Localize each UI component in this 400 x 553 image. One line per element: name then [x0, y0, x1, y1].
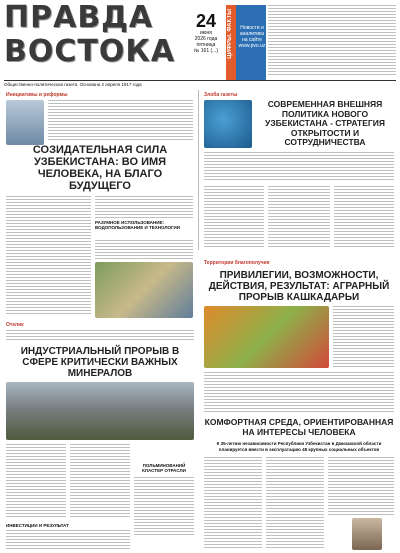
privileges-body: [204, 372, 394, 414]
foreign-body-2: [268, 186, 330, 248]
section-response: Отклик: [6, 322, 24, 328]
masthead: [4, 0, 182, 73]
newspaper-subtitle: Общественно-политическая газета. Основана 2 апреля 1917 года: [4, 82, 142, 87]
author-photo: [352, 518, 382, 550]
section-news: Злоба газеты: [204, 92, 238, 98]
cluster-heading: ПОЛЬМИНОВАНИЙ КЛАСТЕР ОТРАСЛИ: [142, 463, 186, 473]
comfort-subtitle: К 35-летию независимости Республики Узбекистан в Джизакской области планируется ввести в эксплуатацию 48 крупных социальных объектов: [216, 441, 382, 452]
investments-heading: ИНВЕСТИЦИИ И РЕЗУЛЬТАТ: [6, 523, 69, 528]
issue-date: [186, 12, 226, 54]
comfort-body-1: [204, 457, 262, 549]
sidebox-heading: РАЗУМНОЕ ИСПОЛЬЗОВАНИЕ: ВОДОПОЛЬЗОВАНИЕ И ТЕХНОЛОГИИ: [95, 220, 181, 230]
industrial-body-1: [6, 444, 66, 519]
landscape-photo: [95, 262, 193, 318]
issue-year: 2026 года: [194, 36, 218, 42]
portrait-photo: [6, 100, 44, 145]
issue-day: 24: [195, 11, 217, 31]
sidebox-text: [95, 240, 193, 260]
flag-photo: [204, 100, 252, 148]
masthead-line-2: ВОСТОКА: [4, 34, 176, 69]
issue-weekday: пятница: [196, 42, 216, 48]
investments-body: [6, 530, 130, 550]
column-divider: [198, 90, 200, 250]
promo-box[interactable]: [226, 5, 266, 80]
masthead-line-1: ПРАВДА: [4, 0, 154, 35]
section-territories: Территории благополучия: [204, 260, 270, 266]
headline-foreign-policy[interactable]: СОВРЕМЕННАЯ ВНЕШНЯЯ ПОЛИТИКА НОВОГО УЗБЕКИСТАНА - СТРАТЕГИЯ ОТКРЫТОСТИ И СОТРУДНИЧЕСТВА: [265, 99, 385, 147]
intro-text: [48, 100, 193, 142]
promo-text: Новости и аналитика на сайте www.pvo.uz: [238, 25, 266, 49]
comfort-body-2: [266, 457, 324, 549]
creative-body-right: [95, 196, 193, 218]
issue-month: июня: [199, 30, 212, 36]
foreign-body-3: [334, 186, 394, 248]
facts-block: [268, 5, 396, 75]
industrial-body-2: [70, 444, 130, 519]
headline-creative-force[interactable]: СОЗИДАТЕЛЬНАЯ СИЛА УЗБЕКИСТАНА: ВО ИМЯ ЧЕЛОВЕКА, НА БЛАГО БУДУЩЕГО: [32, 144, 168, 192]
issue-number: № 161 (...): [194, 48, 218, 54]
section-initiatives: Инициативы и реформы: [6, 92, 68, 98]
privileges-side-text: [333, 306, 394, 368]
facts-text-lines: [268, 5, 396, 75]
creative-body-left: [6, 196, 91, 316]
mining-photo: [6, 382, 194, 440]
produce-photo: [204, 306, 329, 368]
headline-industrial[interactable]: ИНДУСТРИАЛЬНЫЙ ПРОРЫВ В СФЕРЕ КРИТИЧЕСКИ ВАЖНЫХ МИНЕРАЛОВ: [20, 346, 180, 379]
promo-vertical-label: ЦИФРЫ. ФАКТЫ: [227, 9, 233, 59]
headline-privileges[interactable]: ПРИВИЛЕГИИ, ВОЗМОЖНОСТИ, ДЕЙСТВИЯ, РЕЗУЛЬТАТ: АГРАРНЫЙ ПРОРЫВ КАШКАДАРЬИ: [208, 270, 390, 303]
foreign-lead: [204, 152, 394, 182]
foreign-body-1: [204, 186, 264, 248]
headline-comfort[interactable]: КОМФОРТНАЯ СРЕДА, ОРИЕНТИРОВАННАЯ НА ИНТЕРЕСЫ ЧЕЛОВЕКА: [204, 417, 394, 437]
industrial-lead: [6, 330, 194, 342]
subtitle-bar: [4, 80, 396, 89]
industrial-body-3: [134, 477, 194, 537]
comfort-body-3: [328, 457, 394, 515]
